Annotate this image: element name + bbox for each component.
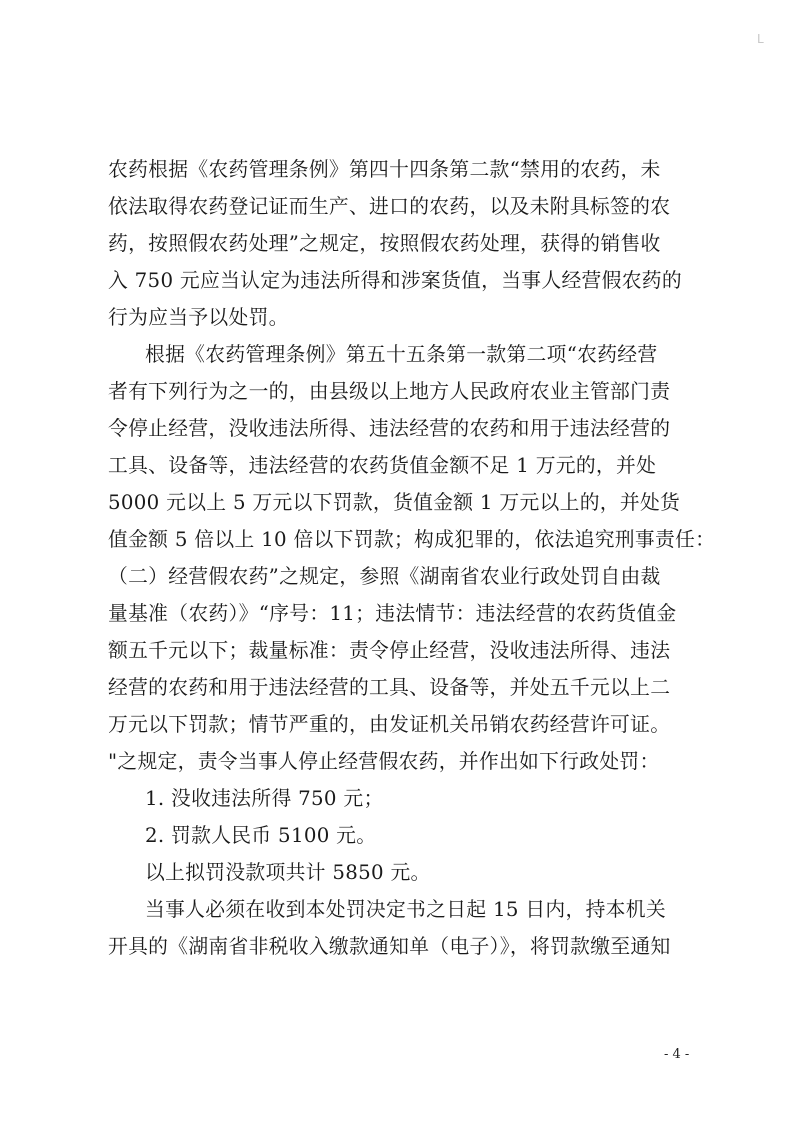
paragraph-line: 农药根据《农药管理条例》第四十四条第二款“禁用的农药，未 [108,158,661,181]
paragraph-line: 依法取得农药登记证而生产、进口的农药，以及未附具标签的农 [108,195,671,218]
paragraph-line: 经营的农药和用于违法经营的工具、设备等，并处五千元以上二 [108,676,671,699]
paragraph-line: 当事人必须在收到本处罚决定书之日起 15 日内，持本机关 [145,898,666,921]
paragraph-line: "之规定，责令当事人停止经营假农药，并作出如下行政处罚： [108,750,660,773]
paragraph-line: 开具的《湖南省非税收入缴款通知单（电子）》，将罚款缴至通知 [108,935,671,958]
paragraph-line: 工具、设备等，违法经营的农药货值金额不足 1 万元的，并处 [108,454,657,477]
paragraph-line: 者有下列行为之一的，由县级以上地方人民政府农业主管部门责 [108,380,671,403]
list-item: 1. 没收违法所得 750 元； [145,787,384,810]
paragraph-line: 入 750 元应当认定为违法所得和涉案货值，当事人经营假农药的 [108,269,682,292]
paragraph-line: 药，按照假农药处理”之规定，按照假农药处理，获得的销售收 [108,232,661,255]
paragraph-line: 5000 元以上 5 万元以下罚款，货值金额 1 万元以上的，并处货 [108,491,681,514]
paragraph-line: 以上拟罚没款项共计 5850 元。 [145,861,431,884]
paragraph-line: （二）经营假农药”之规定，参照《湖南省农业行政处罚自由裁 [108,565,661,588]
paragraph-line: 值金额 5 倍以上 10 倍以下罚款；构成犯罪的，依法追究刑事责任： [108,528,716,551]
page-number: - 4 - [664,1047,690,1062]
paragraph-line: 量基准（农药）》“序号：11；违法情节：违法经营的农药货值金 [108,602,677,625]
paragraph-line: 额五千元以下；裁量标准：责令停止经营，没收违法所得、违法 [108,639,671,662]
corner-mark: L [757,32,764,46]
paragraph-line: 令停止经营，没收违法所得、违法经营的农药和用于违法经营的 [108,417,671,440]
paragraph-line: 行为应当予以处罚。 [108,306,289,329]
paragraph-line: 根据《农药管理条例》第五十五条第一款第二项“农药经营 [145,343,658,366]
paragraph-line: 万元以下罚款；情节严重的，由发证机关吊销农药经营许可证。 [108,713,671,736]
list-item: 2. 罚款人民币 5100 元。 [145,824,377,847]
